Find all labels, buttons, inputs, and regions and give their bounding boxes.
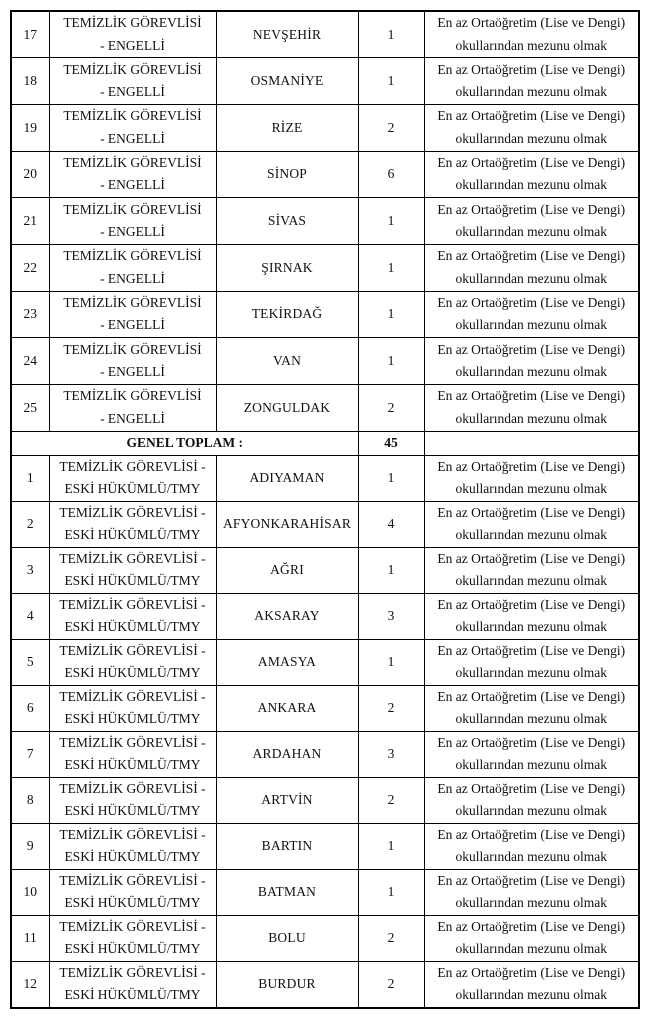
row-number-cell: 19 (11, 104, 49, 151)
row-number-cell: 3 (11, 547, 49, 593)
position-cell: TEMİZLİK GÖREVLİSİ - ENGELLİ (49, 58, 216, 105)
grand-total-empty-cell (424, 431, 639, 455)
city-cell: ANKARA (216, 685, 358, 731)
position-cell: TEMİZLİK GÖREVLİSİ - ENGELLİ (49, 104, 216, 151)
requirement-cell: En az Ortaöğretim (Lise ve Dengi) okullarından mezunu olmak (424, 385, 639, 432)
city-cell: SİNOP (216, 151, 358, 198)
position-cell: TEMİZLİK GÖREVLİSİ - ENGELLİ (49, 291, 216, 338)
requirement-cell: En az Ortaöğretim (Lise ve Dengi) okullarından mezunu olmak (424, 151, 639, 198)
row-number-cell: 2 (11, 501, 49, 547)
count-cell: 1 (358, 639, 424, 685)
row-number-cell: 24 (11, 338, 49, 385)
requirement-cell: En az Ortaöğretim (Lise ve Dengi) okullarından mezunu olmak (424, 593, 639, 639)
position-cell: TEMİZLİK GÖREVLİSİ - ENGELLİ (49, 338, 216, 385)
row-number-cell: 8 (11, 777, 49, 823)
city-cell: SİVAS (216, 198, 358, 245)
table-row (11, 338, 639, 385)
requirement-cell: En az Ortaöğretim (Lise ve Dengi) okullarından mezunu olmak (424, 639, 639, 685)
count-cell: 2 (358, 685, 424, 731)
table-row (11, 777, 639, 823)
row-number-cell: 11 (11, 915, 49, 961)
count-cell: 2 (358, 915, 424, 961)
requirement-cell: En az Ortaöğretim (Lise ve Dengi) okullarından mezunu olmak (424, 823, 639, 869)
row-number-cell: 4 (11, 593, 49, 639)
position-cell: TEMİZLİK GÖREVLİSİ - ENGELLİ (49, 11, 216, 58)
city-cell: ZONGULDAK (216, 385, 358, 432)
row-number-cell: 20 (11, 151, 49, 198)
table-row (11, 547, 639, 593)
requirement-cell: En az Ortaöğretim (Lise ve Dengi) okullarından mezunu olmak (424, 291, 639, 338)
position-cell: TEMİZLİK GÖREVLİSİ - ESKİ HÜKÜMLÜ/TMY (49, 777, 216, 823)
count-cell: 1 (358, 455, 424, 501)
requirement-cell: En az Ortaöğretim (Lise ve Dengi) okullarından mezunu olmak (424, 777, 639, 823)
position-cell: TEMİZLİK GÖREVLİSİ - ESKİ HÜKÜMLÜ/TMY (49, 961, 216, 1008)
city-cell: RİZE (216, 104, 358, 151)
row-number-cell: 21 (11, 198, 49, 245)
city-cell: AMASYA (216, 639, 358, 685)
position-cell: TEMİZLİK GÖREVLİSİ - ESKİ HÜKÜMLÜ/TMY (49, 731, 216, 777)
count-cell: 2 (358, 777, 424, 823)
position-cell: TEMİZLİK GÖREVLİSİ - ESKİ HÜKÜMLÜ/TMY (49, 869, 216, 915)
count-cell: 1 (358, 547, 424, 593)
row-number-cell: 5 (11, 639, 49, 685)
requirement-cell: En az Ortaöğretim (Lise ve Dengi) okullarından mezunu olmak (424, 455, 639, 501)
position-cell: TEMİZLİK GÖREVLİSİ - ENGELLİ (49, 385, 216, 432)
table-row (11, 385, 639, 432)
count-cell: 3 (358, 593, 424, 639)
city-cell: VAN (216, 338, 358, 385)
position-cell: TEMİZLİK GÖREVLİSİ - ENGELLİ (49, 151, 216, 198)
requirement-cell: En az Ortaöğretim (Lise ve Dengi) okullarından mezunu olmak (424, 244, 639, 291)
position-cell: TEMİZLİK GÖREVLİSİ - ESKİ HÜKÜMLÜ/TMY (49, 639, 216, 685)
position-cell: TEMİZLİK GÖREVLİSİ - ESKİ HÜKÜMLÜ/TMY (49, 823, 216, 869)
requirement-cell: En az Ortaöğretim (Lise ve Dengi) okullarından mezunu olmak (424, 198, 639, 245)
count-cell: 1 (358, 58, 424, 105)
table-row (11, 58, 639, 105)
position-cell: TEMİZLİK GÖREVLİSİ - ESKİ HÜKÜMLÜ/TMY (49, 501, 216, 547)
city-cell: AKSARAY (216, 593, 358, 639)
requirement-cell: En az Ortaöğretim (Lise ve Dengi) okullarından mezunu olmak (424, 338, 639, 385)
row-number-cell: 12 (11, 961, 49, 1008)
count-cell: 1 (358, 338, 424, 385)
row-number-cell: 9 (11, 823, 49, 869)
grand-total-count-cell: 45 (358, 431, 424, 455)
city-cell: ARDAHAN (216, 731, 358, 777)
grand-total-label-cell: GENEL TOPLAM : (11, 431, 358, 455)
row-number-cell: 18 (11, 58, 49, 105)
count-cell: 2 (358, 104, 424, 151)
count-cell: 6 (358, 151, 424, 198)
requirement-cell: En az Ortaöğretim (Lise ve Dengi) okullarından mezunu olmak (424, 869, 639, 915)
row-number-cell: 23 (11, 291, 49, 338)
position-cell: TEMİZLİK GÖREVLİSİ - ENGELLİ (49, 198, 216, 245)
count-cell: 1 (358, 244, 424, 291)
table-row (11, 731, 639, 777)
count-cell: 4 (358, 501, 424, 547)
requirement-cell: En az Ortaöğretim (Lise ve Dengi) okullarından mezunu olmak (424, 58, 639, 105)
table-row (11, 685, 639, 731)
count-cell: 3 (358, 731, 424, 777)
city-cell: AFYONKARAHİSAR (216, 501, 358, 547)
position-cell: TEMİZLİK GÖREVLİSİ - ESKİ HÜKÜMLÜ/TMY (49, 915, 216, 961)
table-row (11, 915, 639, 961)
row-number-cell: 10 (11, 869, 49, 915)
requirement-cell: En az Ortaöğretim (Lise ve Dengi) okullarından mezunu olmak (424, 11, 639, 58)
requirement-cell: En az Ortaöğretim (Lise ve Dengi) okullarından mezunu olmak (424, 915, 639, 961)
count-cell: 1 (358, 823, 424, 869)
requirement-cell: En az Ortaöğretim (Lise ve Dengi) okullarından mezunu olmak (424, 731, 639, 777)
position-cell: TEMİZLİK GÖREVLİSİ - ENGELLİ (49, 244, 216, 291)
grand-total-row (11, 431, 639, 455)
city-cell: NEVŞEHİR (216, 11, 358, 58)
table-row (11, 244, 639, 291)
row-number-cell: 7 (11, 731, 49, 777)
count-cell: 2 (358, 385, 424, 432)
city-cell: ŞIRNAK (216, 244, 358, 291)
requirement-cell: En az Ortaöğretim (Lise ve Dengi) okullarından mezunu olmak (424, 961, 639, 1008)
table-row (11, 151, 639, 198)
city-cell: AĞRI (216, 547, 358, 593)
position-cell: TEMİZLİK GÖREVLİSİ - ESKİ HÜKÜMLÜ/TMY (49, 593, 216, 639)
requirement-cell: En az Ortaöğretim (Lise ve Dengi) okullarından mezunu olmak (424, 547, 639, 593)
row-number-cell: 25 (11, 385, 49, 432)
table-row (11, 961, 639, 1008)
city-cell: BATMAN (216, 869, 358, 915)
count-cell: 2 (358, 961, 424, 1008)
row-number-cell: 6 (11, 685, 49, 731)
table-row (11, 869, 639, 915)
count-cell: 1 (358, 869, 424, 915)
positions-table (10, 10, 640, 1009)
position-cell: TEMİZLİK GÖREVLİSİ - ESKİ HÜKÜMLÜ/TMY (49, 455, 216, 501)
city-cell: ADIYAMAN (216, 455, 358, 501)
city-cell: ARTVİN (216, 777, 358, 823)
city-cell: BURDUR (216, 961, 358, 1008)
position-cell: TEMİZLİK GÖREVLİSİ - ESKİ HÜKÜMLÜ/TMY (49, 685, 216, 731)
positions-table-body (11, 11, 639, 1008)
table-row (11, 11, 639, 58)
row-number-cell: 22 (11, 244, 49, 291)
table-row (11, 104, 639, 151)
city-cell: TEKİRDAĞ (216, 291, 358, 338)
table-row (11, 291, 639, 338)
table-row (11, 501, 639, 547)
city-cell: BOLU (216, 915, 358, 961)
table-row (11, 823, 639, 869)
row-number-cell: 17 (11, 11, 49, 58)
table-row (11, 593, 639, 639)
requirement-cell: En az Ortaöğretim (Lise ve Dengi) okullarından mezunu olmak (424, 685, 639, 731)
table-row (11, 198, 639, 245)
requirement-cell: En az Ortaöğretim (Lise ve Dengi) okullarından mezunu olmak (424, 501, 639, 547)
position-cell: TEMİZLİK GÖREVLİSİ - ESKİ HÜKÜMLÜ/TMY (49, 547, 216, 593)
city-cell: BARTIN (216, 823, 358, 869)
table-row (11, 455, 639, 501)
city-cell: OSMANİYE (216, 58, 358, 105)
count-cell: 1 (358, 291, 424, 338)
table-row (11, 639, 639, 685)
requirement-cell: En az Ortaöğretim (Lise ve Dengi) okullarından mezunu olmak (424, 104, 639, 151)
count-cell: 1 (358, 198, 424, 245)
count-cell: 1 (358, 11, 424, 58)
row-number-cell: 1 (11, 455, 49, 501)
